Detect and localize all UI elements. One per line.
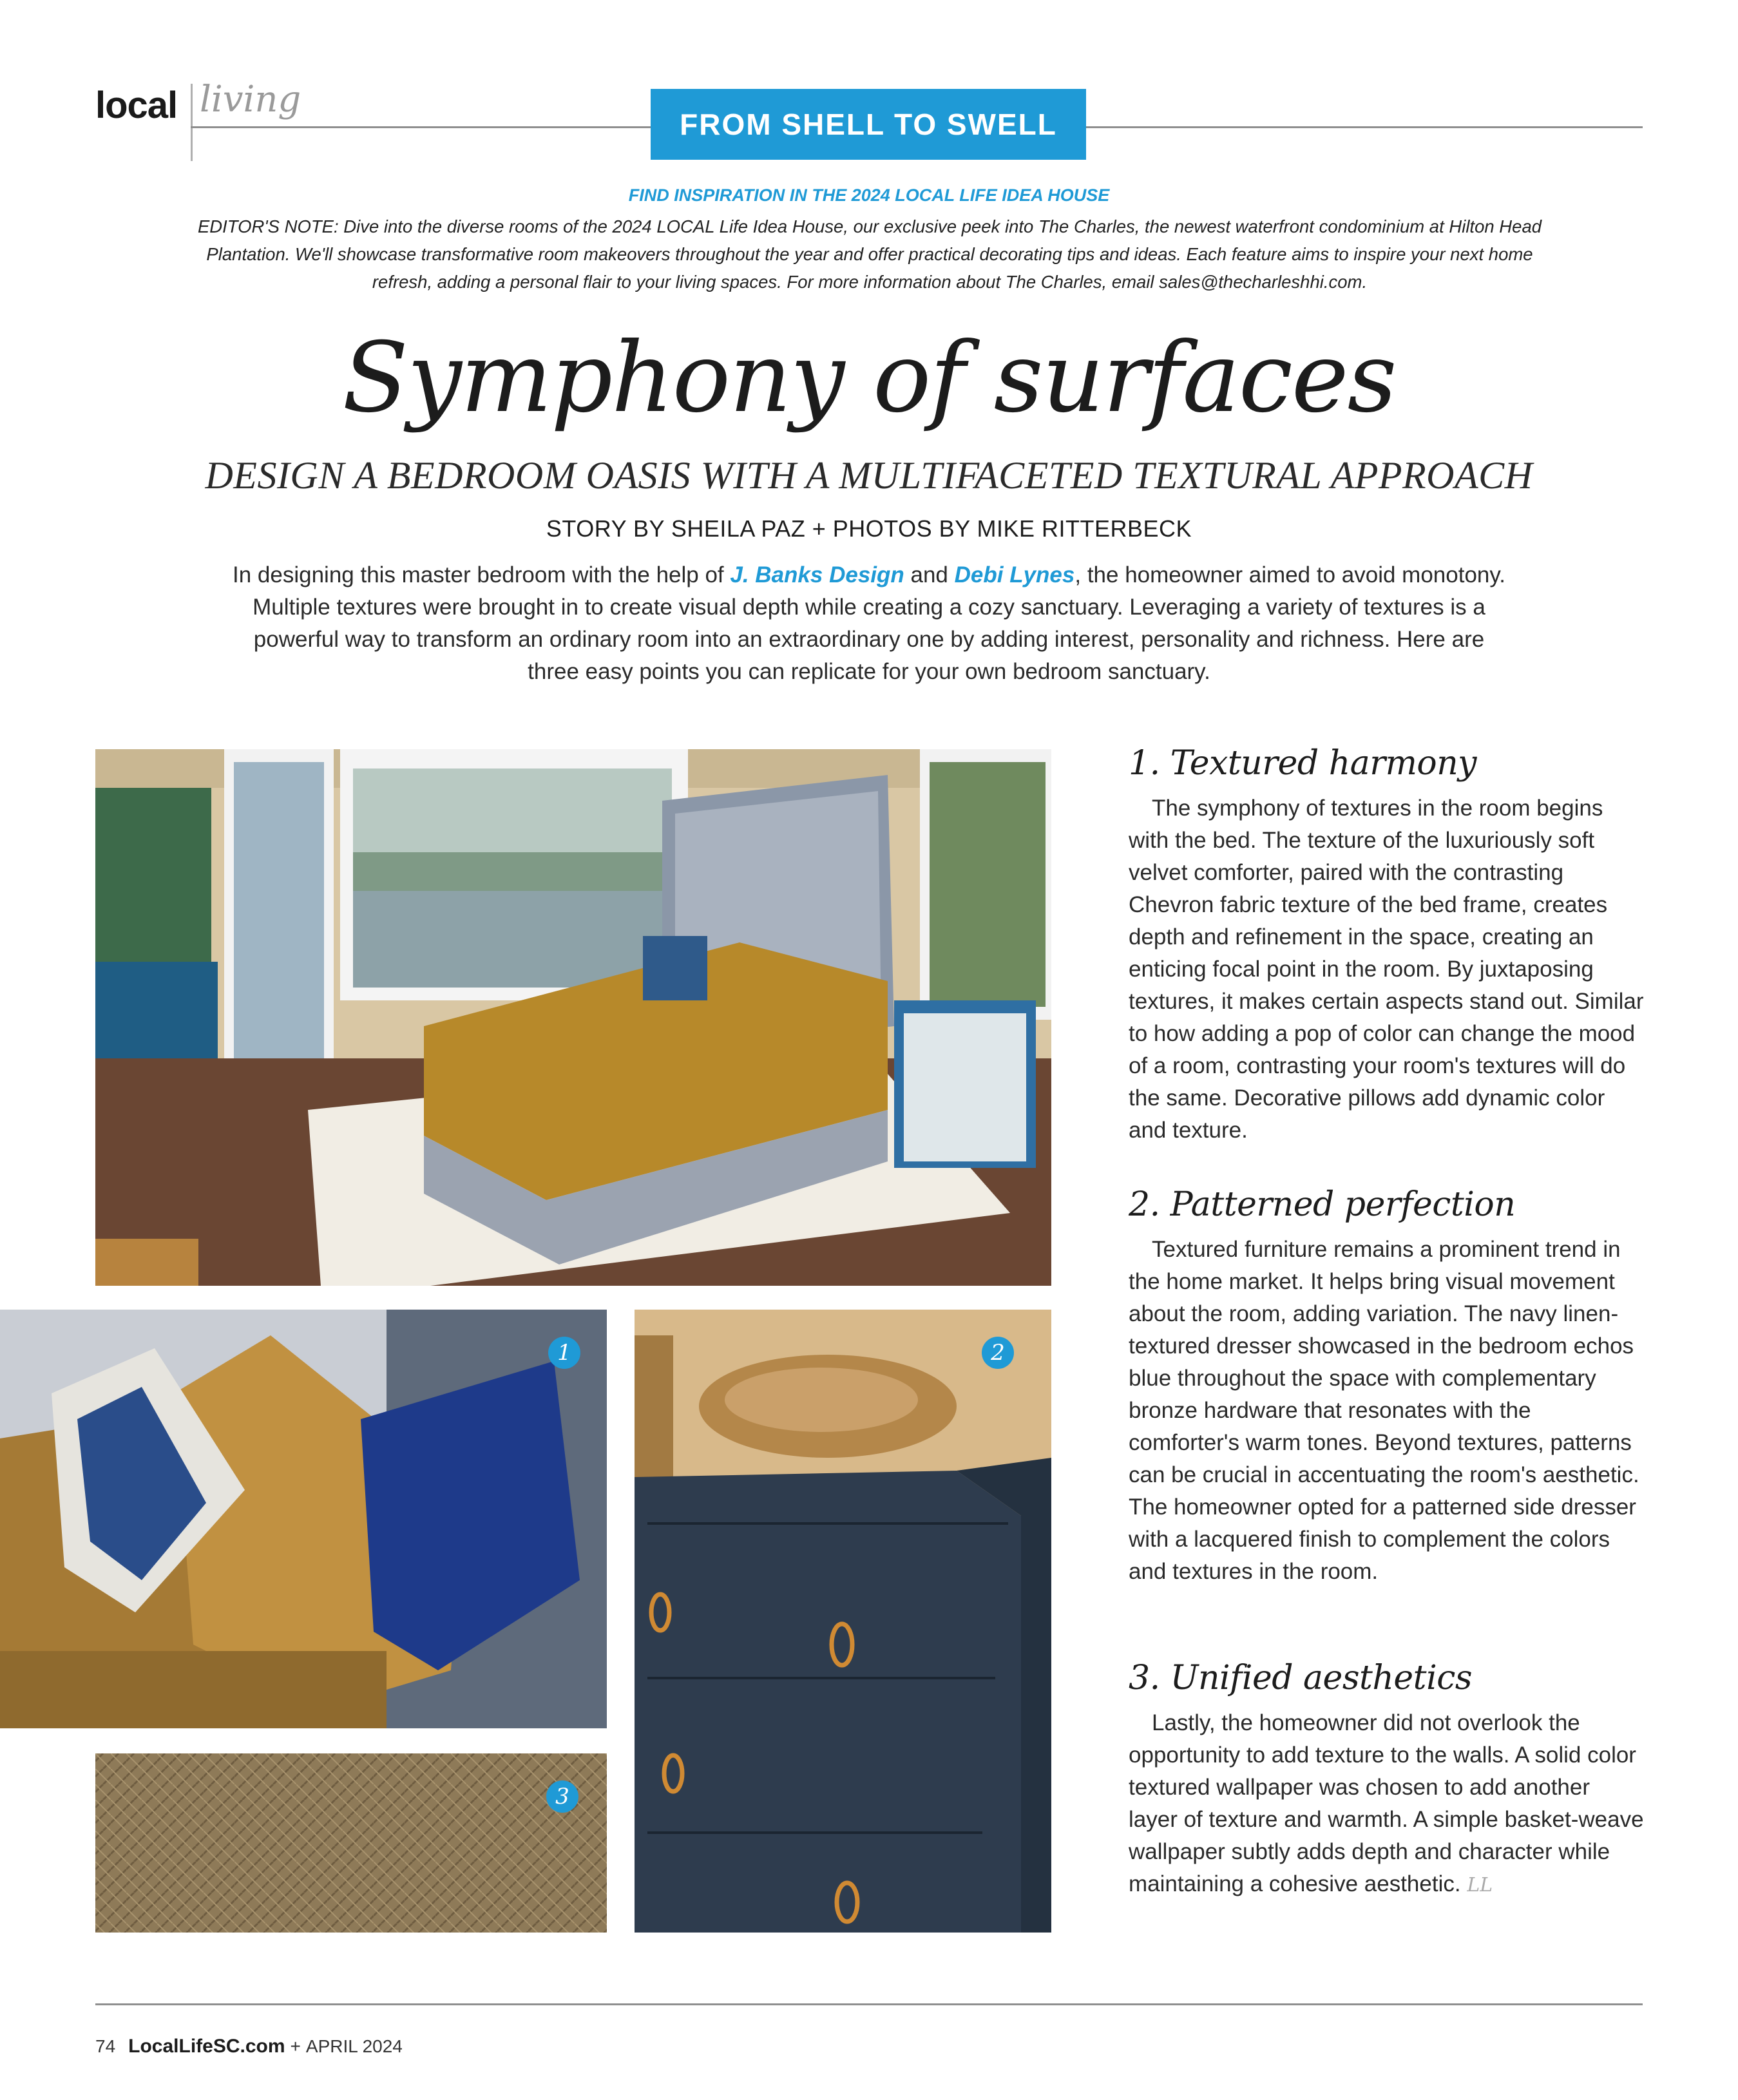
logo-divider — [191, 84, 193, 161]
section-2 — [1129, 1185, 1644, 1588]
byline: STORY BY SHEILA PAZ + PHOTOS BY MIKE RITTERBECK — [546, 515, 1192, 542]
wallpaper-detail-photo — [95, 1753, 607, 1933]
bedroom-photo — [95, 749, 1051, 1286]
brand-logo: local — [95, 84, 178, 126]
dresser-detail-photo — [635, 1310, 1051, 1933]
section-1-heading: 1. Textured harmony — [1129, 744, 1477, 783]
page-title: Symphony of surfaces — [342, 322, 1396, 434]
section-3-heading: 3. Unified aesthetics — [1129, 1659, 1473, 1697]
section-name: living — [200, 79, 301, 120]
bottom-rule — [95, 2003, 1643, 2005]
website-link[interactable]: LocalLifeSC.com — [128, 2036, 285, 2057]
section-1 — [1129, 744, 1644, 1147]
section-3-body-wrap — [1129, 1707, 1644, 1902]
issue-date: APRIL 2024 — [305, 2036, 403, 2056]
section-banner: FROM SHELL TO SWELL — [651, 89, 1086, 160]
section-3-body: Lastly, the homeowner did not overlook the opportunity to add texture to the walls. A solid color textured wallpaper was chosen to add another layer of texture and warmth. A simple basket-weave wallpaper subtly adds depth and character while maintaining a cohesive aesthetic. — [1129, 1710, 1644, 1896]
signoff-mark: LL — [1467, 1874, 1493, 1896]
page-number: 74 — [95, 2036, 116, 2056]
intro-text-start: In designing this master bedroom with the help of — [233, 562, 731, 587]
photo-badge-1: 1 — [548, 1337, 580, 1369]
folio — [95, 2036, 403, 2057]
folio-separator: + — [290, 2036, 301, 2056]
editors-note: EDITOR'S NOTE: Dive into the diverse rooms of the 2024 LOCAL Life Idea House, our exclusive peek into The Charles, the newest waterfront condominium at Hilton Head Plantation. We'll showcase transformative room makeovers throughout the year and offer practical decorating tips and ideas. Each feature aims to inspire your next home refresh, adding a personal flair to your living spaces. For more information about The Charles, email sales@thecharleshhi.com. — [197, 216, 1542, 292]
section-2-body: Textured furniture remains a prominent trend in the home market. It helps bring visual movement about the room, adding variation. The navy linen-textured dresser showcased in the bedroom echos blue throughout the space with complementary bronze hardware that resonates with the comforter's warm tones. Beyond textures, patterns can be crucial in accentuating the room's aesthetic. The homeowner opted for a patterned side dresser with a lacquered finish to complement the colors and textures in the room. — [1129, 1237, 1639, 1584]
intro-paragraph — [232, 559, 1506, 688]
section-3 — [1129, 1659, 1644, 1902]
photo-badge-3: 3 — [546, 1780, 578, 1813]
designer-link-jbanks[interactable]: J. Banks Design — [730, 562, 904, 587]
section-1-body: The symphony of textures in the room begins with the bed. The texture of the luxuriously soft velvet comforter, paired with the contrasting Chevron fabric texture of the bed frame, creates depth and refinement in the space, creating an enticing focal point in the room. By juxtaposing textures, it makes certain aspects stand out. Similar to how adding a pop of color can change the mood of a room, contrasting your room's textures will do the same. Decorative pillows add dynamic color and texture. — [1129, 796, 1644, 1143]
intro-text-and: and — [904, 562, 955, 587]
kicker: FIND INSPIRATION IN THE 2024 LOCAL LIFE IDEA HOUSE — [628, 186, 1110, 205]
section-2-heading: 2. Patterned perfection — [1129, 1185, 1516, 1224]
subhead: DESIGN A BEDROOM OASIS WITH A MULTIFACETED TEXTURAL APPROACH — [205, 454, 1533, 497]
designer-link-debi-lynes[interactable]: Debi Lynes — [954, 562, 1075, 587]
photo-badge-2: 2 — [982, 1337, 1014, 1369]
pillow-detail-photo — [0, 1310, 607, 1728]
intro-text-end: , the homeowner aimed to avoid monotony. Multiple textures were brought in to create visual depth while creating a cozy sanctuary. Leveraging a variety of textures is a powerful way to transform an ordinary room into an extraordinary one by adding interest, personality and richness. Here are three easy points you can replicate for your own bedroom sanctuary. — [253, 562, 1505, 684]
